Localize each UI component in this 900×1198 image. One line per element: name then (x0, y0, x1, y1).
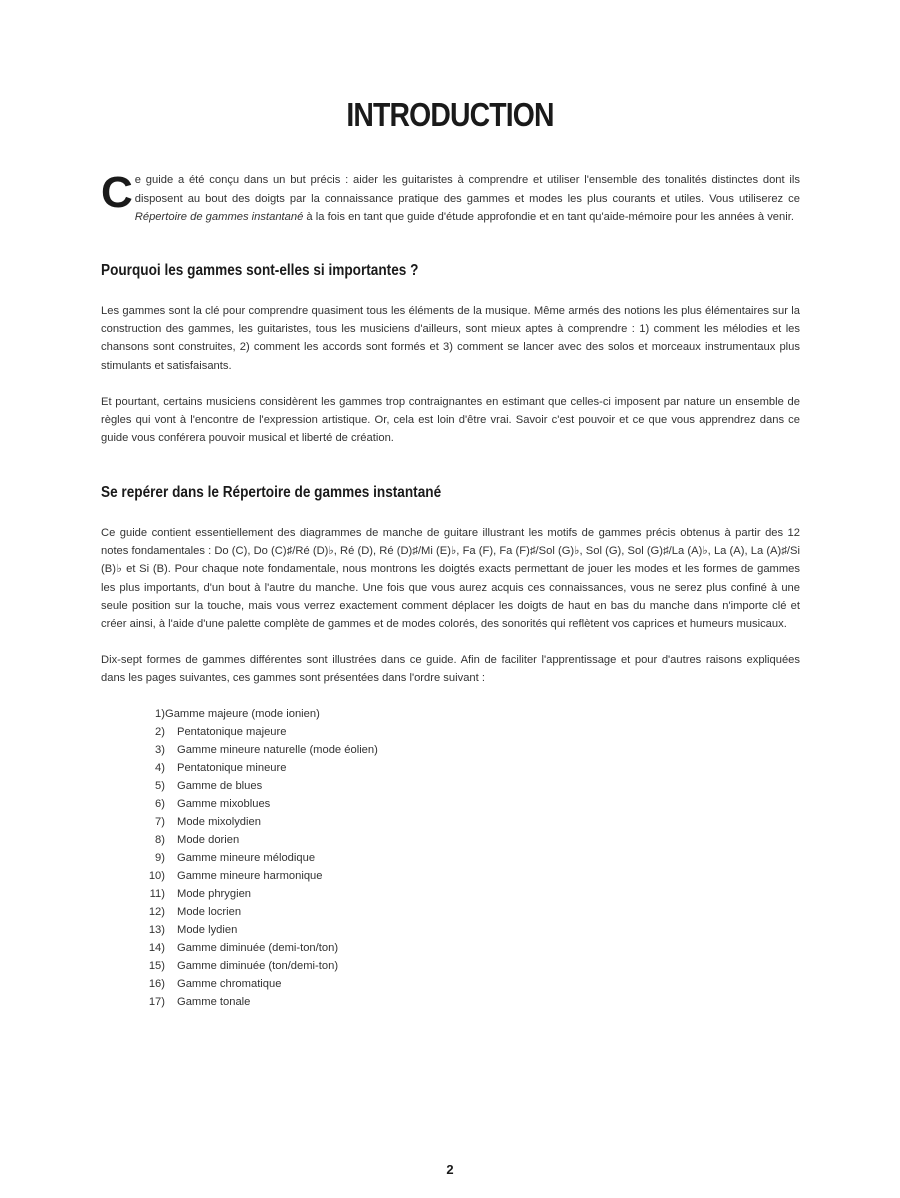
intro-text-start: e guide a été conçu dans un but précis : aider les guitaristes à comprendre et utiliser l'ensemble des tonalités distinctes dont ils disposent au bout des doigts par la connaissance pratique des gammes et modes les plus courants et utiles. Vous utiliserez ce (134, 174, 800, 205)
list-item-number: 2) (155, 726, 165, 738)
list-item-number: 4) (155, 762, 165, 774)
list-item (128, 903, 378, 921)
list-item-label: Pentatonique majeure (177, 726, 287, 738)
list-item (128, 741, 378, 759)
list-item (128, 939, 378, 957)
list-item-number: 14) (148, 942, 165, 954)
list-item-label: Gamme majeure (mode ionien) (165, 708, 320, 720)
list-item-number: 16) (148, 978, 165, 990)
section2-paragraph-1: Ce guide contient essentiellement des diagrammes de manche de guitare illustrant les motifs de gammes précis obtenus à partir des 12 notes fondamentales : Do (C), Do (C)♯/Ré (D)♭, Ré (D), Ré (D)♯/Mi (E)♭, Fa (F), Fa (F)♯/Sol (G)♭, Sol (G), Sol (G)♯/La (A)♭, La (A), La (A)♯/Si (B)♭ et Si (B). Pour chaque note fondamentale, nous montrons les doigtés exacts permettant de jouer les modes et les formes de gammes les plus importants, d'un bout à l'autre du manche. Une fois que vous aurez acquis ces connaissances, vous ne serez plus confiné à une seule position sur la touche, mais vous verrez exactement comment déplacer les doigts de haut en bas du manche dans n'importe clé et créer ainsi, à l'aide d'une palette complète de gammes et de modes colorés, des sonorités qui reflètent vos caprices et humeurs musicaux. (101, 527, 800, 631)
list-item-label: Gamme mixoblues (177, 798, 271, 810)
list-item-number: 3) (155, 744, 165, 756)
list-item-label: Gamme mineure harmonique (177, 870, 323, 882)
list-item-number: 1) (155, 708, 165, 720)
list-item-label: Mode dorien (177, 834, 240, 846)
drop-cap: C (101, 168, 133, 217)
list-item-number: 8) (155, 834, 165, 846)
list-item (128, 957, 378, 975)
list-item-label: Gamme mineure mélodique (177, 852, 316, 864)
list-item (128, 813, 378, 831)
page-title: INTRODUCTION (346, 96, 554, 133)
section1-paragraph-2: Et pourtant, certains musiciens considèrent les gammes trop contraignantes en estimant que celles-ci imposent par nature un ensemble de règles qui vont à l'encontre de l'expression artistique. Or, cela est loin d'être vrai. Savoir c'est pouvoir et ce que vous apprendrez dans ce guide vous conférera pouvoir musical et liberté de création. (101, 396, 800, 445)
list-item (128, 723, 378, 741)
intro-text-emphasis: Répertoire de gammes instantané (134, 211, 304, 223)
list-item-number: 13) (148, 924, 165, 936)
section2-paragraph-2: Dix-sept formes de gammes différentes sont illustrées dans ce guide. Afin de faciliter l'apprentissage et pour d'autres raisons expliquées dans les pages suivantes, ces gammes sont présentées dans l'ordre suivant : (101, 654, 800, 685)
list-item-label: Gamme diminuée (ton/demi-ton) (177, 960, 339, 972)
list-item (128, 849, 378, 867)
list-item-label: Pentatonique mineure (177, 762, 287, 774)
list-item (128, 921, 378, 939)
list-item (128, 885, 378, 903)
list-item-label: Gamme chromatique (177, 978, 282, 990)
list-item-label: Mode mixolydien (177, 816, 261, 828)
list-item-number: 12) (148, 906, 165, 918)
list-item-label: Mode lydien (177, 924, 238, 936)
list-item-label: Mode phrygien (177, 888, 252, 900)
list-item-label: Gamme diminuée (demi-ton/ton) (177, 942, 339, 954)
list-item-number: 9) (155, 852, 165, 864)
list-item (128, 867, 378, 885)
list-item-number: 6) (155, 798, 165, 810)
list-item-label: Gamme tonale (177, 996, 251, 1008)
list-item-label: Gamme mineure naturelle (mode éolien) (177, 744, 378, 756)
page-number: 2 (446, 1162, 454, 1177)
list-item-number: 11) (149, 888, 165, 900)
section-heading-navigation: Se repérer dans le Répertoire de gammes instantané (101, 484, 442, 501)
section1-paragraph-1: Les gammes sont la clé pour comprendre quasiment tous les éléments de la musique. Même armés des notions les plus élémentaires sur la construction des gammes, les guitaristes, tous les musiciens d'ailleurs, sont mieux aptes à comprendre : 1) comment les mélodies et les chansons sont construites, 2) comment les accords sont formés et 3) comment se lancer avec des solos et morceaux instrumentaux plus stimulants et satisfaisants. (101, 305, 800, 372)
intro-paragraph (101, 168, 800, 227)
list-item (128, 831, 378, 849)
section-heading-importance: Pourquoi les gammes sont-elles si importantes ? (101, 262, 419, 279)
list-item-label: Gamme de blues (177, 780, 263, 792)
list-item-number: 17) (148, 996, 165, 1008)
list-item (128, 993, 378, 1011)
list-item (128, 795, 378, 813)
list-item (128, 759, 378, 777)
list-item-number: 5) (155, 780, 165, 792)
list-item-label: Mode locrien (177, 906, 242, 918)
intro-text-end: à la fois en tant que guide d'étude approfondie et en tant qu'aide-mémoire pour les années à venir. (303, 211, 794, 223)
list-item (128, 705, 378, 723)
scale-list (128, 705, 378, 1011)
list-item-number: 7) (155, 816, 165, 828)
list-item (128, 777, 378, 795)
list-item-number: 10) (148, 870, 165, 882)
list-item (128, 975, 378, 993)
list-item-number: 15) (148, 960, 165, 972)
